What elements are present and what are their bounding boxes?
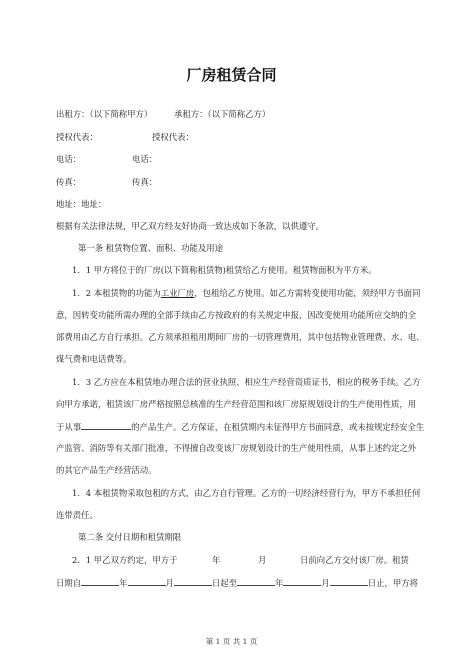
clause-1-2-line-1 — [72, 287, 420, 299]
auth-line — [56, 131, 194, 143]
article-1-heading: 第一条 租赁物位置、面积、功能及用途 — [78, 243, 224, 253]
auth-a-label: 授权代表： — [56, 132, 98, 142]
product-blank[interactable] — [81, 420, 131, 430]
lessor-label: 出租方：（以下简称甲方） — [56, 109, 153, 119]
function-value: 工业厂房 — [160, 288, 195, 298]
clause-1-2-text: 1．2 本租赁物的功能为 — [72, 288, 161, 298]
clause-1-3-text: 于从事 — [56, 422, 82, 432]
end-year-label: 年 — [275, 578, 284, 588]
day-label: 日前向乙方交付该厂房。租赁 — [300, 555, 409, 565]
clause-1-4-line-1: 1．4 本租赁物采取包租的方式，由乙方自行管理。乙方的一切经济经营行为，甲方不承担任何 — [72, 488, 421, 498]
lease-end-text: 日止，甲方将 — [367, 578, 418, 588]
clause-1-3-line-1: 1．3 乙方应在本租赁地办理合法的营业执照、相应生产经营资质证书，相应的税务手续。乙方 — [72, 377, 421, 387]
clause-2-1-line-2 — [56, 576, 418, 589]
clause-1-4-line-2: 连带责任。 — [56, 510, 98, 520]
lessee-label: 承租方：（以下简称乙方） — [174, 109, 271, 119]
document-title: 厂房租赁合同 — [186, 66, 277, 84]
start-day-blank[interactable] — [174, 576, 212, 586]
clause-2-1-line-1 — [72, 554, 409, 566]
start-month-label: 月 — [165, 578, 174, 588]
phone-b-label: 电话： — [132, 154, 158, 164]
phone-a-label: 电话： — [56, 154, 82, 164]
intro-paragraph: 根据有关法律法规，甲乙双方经友好协商一致达成如下条款，以供遵守。 — [56, 221, 324, 231]
clause-1-2-line-4: 煤气费和电话费等。 — [56, 354, 132, 364]
clause-1-2-line-3: 部费用由乙方自行承担。乙方须承担租用期间厂房的一切管理费用，其中包括物业管理费、水、电、 — [56, 332, 425, 342]
lease-to-label: 日起至 — [211, 578, 237, 588]
clause-1-3-line-5: 的其它产品生产经营活动。 — [56, 465, 157, 475]
phone-line — [56, 153, 158, 165]
clause-1-3-line-3 — [56, 420, 424, 433]
lease-from-label: 日期自 — [56, 578, 82, 588]
clause-1-3-line-2: 向甲方承诺，租赁该厂房严格按照总核准的生产经营范围和该厂房原规划设计的生产使用性质，用 — [56, 399, 417, 409]
auth-b-label: 授权代表： — [152, 132, 194, 142]
clause-2-1-text: 2．1 甲乙双方约定，甲方于 — [72, 555, 178, 565]
month-label: 月 — [258, 555, 267, 565]
fax-line — [56, 176, 158, 188]
fax-a-label: 传真： — [56, 177, 82, 187]
start-year-blank[interactable] — [81, 576, 119, 586]
start-year-label: 年 — [119, 578, 128, 588]
clause-1-3-text-cont: 的产品生产。乙方保证，在租赁期内未征得甲方书面同意，或未按规定经安全生 — [131, 422, 425, 432]
start-month-blank[interactable] — [128, 576, 166, 586]
clause-1-3-line-4: 产监管、消防等有关部门批准，不得擅自改变该厂房规划设计的生产使用性质，从事上述约定之外 — [56, 443, 417, 453]
address-line: 地址：地址： — [56, 199, 107, 209]
clause-1-1: 1．1 甲方将位于的厂房(以下简称租赁物)租赁给乙方使用。租赁物面积为平方米。 — [72, 265, 377, 275]
end-month-label: 月 — [321, 578, 330, 588]
lessor-line — [56, 108, 271, 120]
page-footer: 第 1 页 共 1 页 — [205, 637, 258, 646]
article-2-heading: 第二条 交付日期和租赁期限 — [78, 532, 182, 542]
end-month-blank[interactable] — [283, 576, 321, 586]
clause-1-2-text-cont: ，包租给乙方使用。如乙方需转变使用功能，须经甲方书面同 — [194, 288, 421, 298]
clause-1-2-line-2: 意，因转变功能所需办理的全部手续由乙方按政府的有关规定申报，因改变使用功能所应交纳的全 — [56, 310, 417, 320]
fax-b-label: 传真： — [132, 177, 158, 187]
end-year-blank[interactable] — [237, 576, 275, 586]
year-label: 年 — [212, 555, 221, 565]
end-day-blank[interactable] — [330, 576, 368, 586]
